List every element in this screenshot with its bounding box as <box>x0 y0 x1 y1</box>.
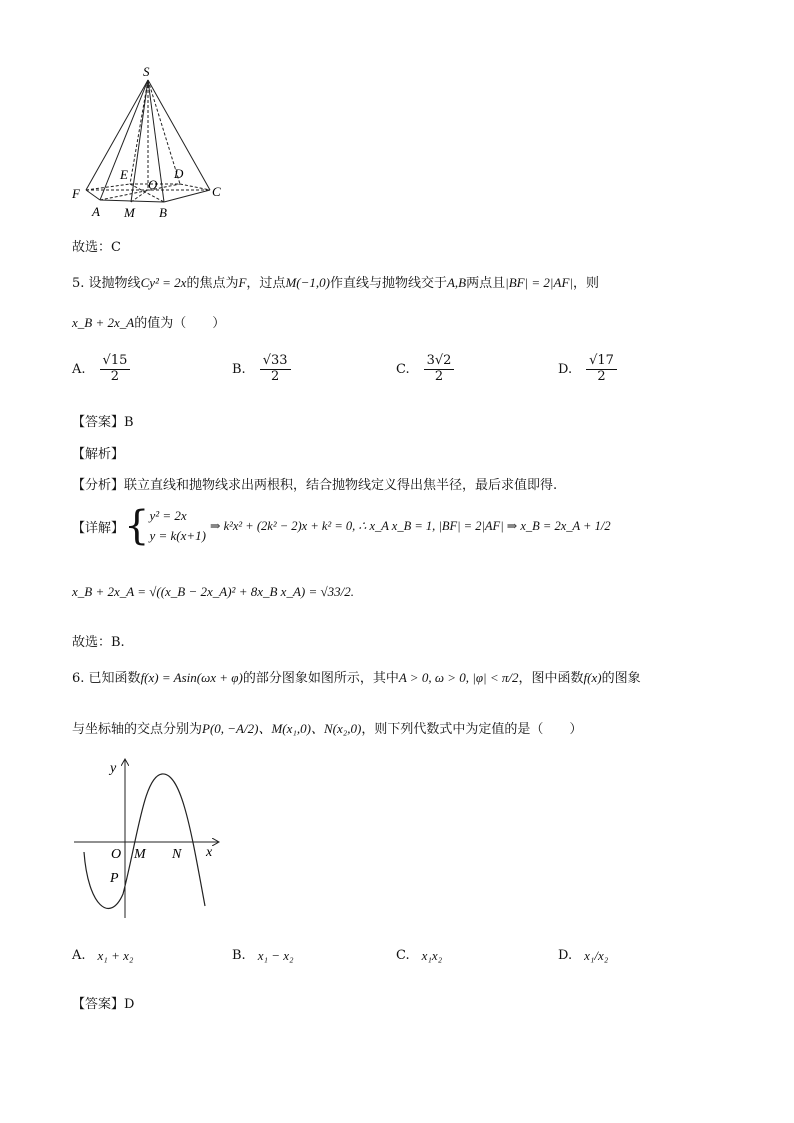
q5-equation: y² = 2x <box>149 275 187 290</box>
q5-condition: |BF| = 2|AF| <box>505 275 573 290</box>
q5-system-eq2: y = k(x+1) <box>149 528 206 544</box>
q5-stem-line2: x_B + 2x_A的值为（ ） <box>72 315 226 331</box>
q6-option-b[interactable]: B. x₁ − x₂ <box>232 948 294 963</box>
label-E: E <box>120 167 128 182</box>
label-C: C <box>212 184 221 199</box>
q6-label-O: O <box>111 847 122 862</box>
label-B: B <box>159 205 167 220</box>
q5-target-expr: x_B + 2x_A <box>72 315 135 330</box>
q6-number: 6. <box>72 671 85 686</box>
q5-detail-line2: x_B + 2x_A = √((x_B − 2x_A)² + 8x_B x_A) = √33/2. <box>72 584 354 599</box>
label-F: F <box>72 186 80 201</box>
q5-option-d[interactable]: D. $\frac{√17}{2}$ <box>558 354 619 385</box>
q5-curve-name: C <box>140 275 150 290</box>
label-S: S <box>143 64 150 79</box>
q6-function: f(x) = Asin(ωx + φ) <box>140 670 243 685</box>
q5-stem: 5. 设抛物线Cy² = 2x的焦点为F，过点M(−1,0)作直线与抛物线交于A,B两点且|BF| = 2|AF|，则 <box>72 275 599 291</box>
q5-option-c[interactable]: C. $\frac{3√2}{2}$ <box>396 354 456 385</box>
q5-number: 5. <box>72 276 85 291</box>
q6-curve <box>84 774 205 908</box>
q5-point: M(−1,0) <box>285 275 330 290</box>
q5-analysis-tag: 【解析】 <box>72 447 125 462</box>
q6-conditions: A > 0, ω > 0, |φ| < π/2 <box>398 670 519 685</box>
label-D: D <box>174 166 184 181</box>
q4-answer: 故选：C <box>72 240 121 255</box>
q6-answer: 【答案】D <box>72 997 135 1012</box>
q6-label-x: x <box>206 845 213 860</box>
q6-label-M: M <box>134 847 146 862</box>
q6-option-a[interactable]: A. x₁ + x₂ <box>72 948 134 963</box>
q6-stem: 6. 已知函数f(x) = Asin(ωx + φ)的部分图象如图所示，其中A > 0, ω > 0, |φ| < π/2，图中函数f(x)的图象 <box>72 670 641 686</box>
label-O: O <box>148 177 158 192</box>
q5-option-b[interactable]: B. $\frac{√33}{2}$ <box>232 354 293 385</box>
q6-graph <box>70 756 230 922</box>
q5-system-eq1: y² = 2x <box>149 508 187 523</box>
label-M: M <box>124 205 135 220</box>
label-A: A <box>92 204 100 219</box>
q6-points: P(0, −A/2)、M(x₁,0)、N(x₂,0) <box>202 721 362 736</box>
q5-choose: 故选：B. <box>72 635 125 650</box>
q6-label-y: y <box>110 761 117 776</box>
pyramid-figure <box>68 62 238 224</box>
q5-detail: 【详解】 { y² = 2x y = k(x+1) ⇒ k²x² + (2k² − 2)x + k² = 0, ∴ x_A x_B = 1, |BF| = 2|AF| ⇒ x_B = 2x_A + 1/2 <box>72 503 611 550</box>
q6-option-c[interactable]: C. x₁x₂ <box>396 948 443 963</box>
q6-label-N: N <box>172 847 182 862</box>
q5-option-a[interactable]: A. $\frac{√15}{2}$ <box>72 354 132 385</box>
q5-detail-line1: ⇒ k²x² + (2k² − 2)x + k² = 0, ∴ x_A x_B = 1, |BF| = 2|AF| ⇒ x_B = 2x_A + 1/2 <box>209 519 611 534</box>
q5-answer: 【答案】B <box>72 415 134 430</box>
q6-label-P: P <box>110 871 119 886</box>
q6-stem-line2: 与坐标轴的交点分别为P(0, −A/2)、M(x₁,0)、N(x₂,0)，则下列代数式中为定值的是（ ） <box>72 721 583 737</box>
q6-option-d[interactable]: D. x₁/x₂ <box>558 948 609 963</box>
q5-fenxi: 【分析】联立直线和抛物线求出两根积，结合抛物线定义得出焦半径，最后求值即得. <box>72 478 558 493</box>
